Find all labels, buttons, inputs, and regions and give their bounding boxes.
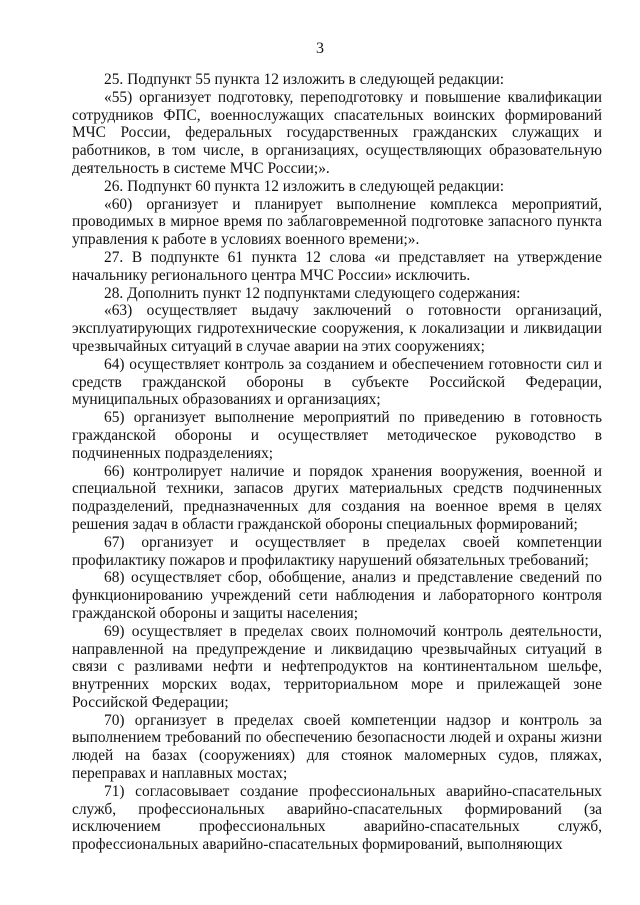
- paragraph-subitem-71: 71) согласовывает создание профессиональных аварийно-спасательных служб, профессиональных аварийно-спасательных формирований (за исключением профессиональных аварийно-спасательных служб, профессиональных аварийно-спасательных формирований, выполняющих: [72, 782, 602, 854]
- paragraph-subitem-70: 70) организует в пределах своей компетенции надзор и контроль за выполнением требований по обеспечению безопасности людей и охраны жизни людей на базах (сооружениях) для стоянок маломерных судов, пляжах, переправах и наплавных мостах;: [72, 711, 602, 783]
- page-number: 3: [316, 40, 324, 57]
- paragraph-item-25: 25. Подпункт 55 пункта 12 изложить в следующей редакции:: [104, 71, 505, 88]
- paragraph-subitem-68: 68) осуществляет сбор, обобщение, анализ и представление сведений по функционированию учреждений сети наблюдения и лабораторного контроля гражданской обороны и защиты населения;: [72, 569, 602, 622]
- paragraph-subitem-67: 67) организует и осуществляет в пределах своей компетенции профилактику пожаров и профилактику нарушений обязательных требований;: [72, 533, 602, 569]
- paragraph-item-26: 26. Подпункт 60 пункта 12 изложить в следующей редакции:: [104, 177, 505, 195]
- paragraph-subitem-60: «60) организует и планирует выполнение комплекса мероприятий, проводимых в мирное время по заблаговременной подготовке запасного пункта управления к работе в условиях военного времени;».: [72, 195, 602, 249]
- paragraph-subitem-65: 65) организует выполнение мероприятий по приведению в готовность гражданской обороны и осуществляет методическое руководство в подчиненных подразделениях;: [72, 409, 602, 462]
- paragraph-subitem-66: 66) контролирует наличие и порядок хранения вооружения, военной и специальной техники, запасов других материальных средств подчиненных подразделений, предназначенных для создания на военное время в целях решения задач в области гражданской обороны специальных формирований;: [72, 462, 602, 533]
- paragraph-item-28: 28. Дополнить пункт 12 подпунктами следующего содержания:: [104, 284, 521, 302]
- paragraph-subitem-55: «55) организует подготовку, переподготовку и повышение квалификации сотрудников ФПС, военнослужащих спасательных воинских формирований МЧС России, федеральных государственных гражданских служащих и работников, в том числе, в организациях, осуществляющих образовательную деятельность в системе МЧС России;».: [72, 88, 602, 177]
- paragraph-subitem-69: 69) осуществляет в пределах своих полномочий контроль деятельности, направленной на предупреждение и ликвидацию чрезвычайных ситуаций в связи с разливами нефти и нефтепродуктов на континентальном шельфе, внутренних морских водах, территориальном море и прилежащей зоне Российской Федерации;: [72, 622, 602, 711]
- paragraph-subitem-64: 64) осуществляет контроль за созданием и обеспечением готовности сил и средств гражданской обороны в субъекте Российской Федерации, муниципальных образованиях и организациях;: [72, 355, 602, 409]
- paragraph-subitem-63: «63) осуществляет выдачу заключений о готовности организаций, эксплуатирующих гидротехнические сооружения, к локализации и ликвидации чрезвычайных ситуаций в случае аварии на этих сооружениях;: [72, 302, 602, 355]
- document-body: [72, 71, 602, 854]
- paragraph-item-27: 27. В подпункте 61 пункта 12 слова «и представляет на утверждение начальнику регионального центра МЧС России» исключить.: [72, 248, 602, 284]
